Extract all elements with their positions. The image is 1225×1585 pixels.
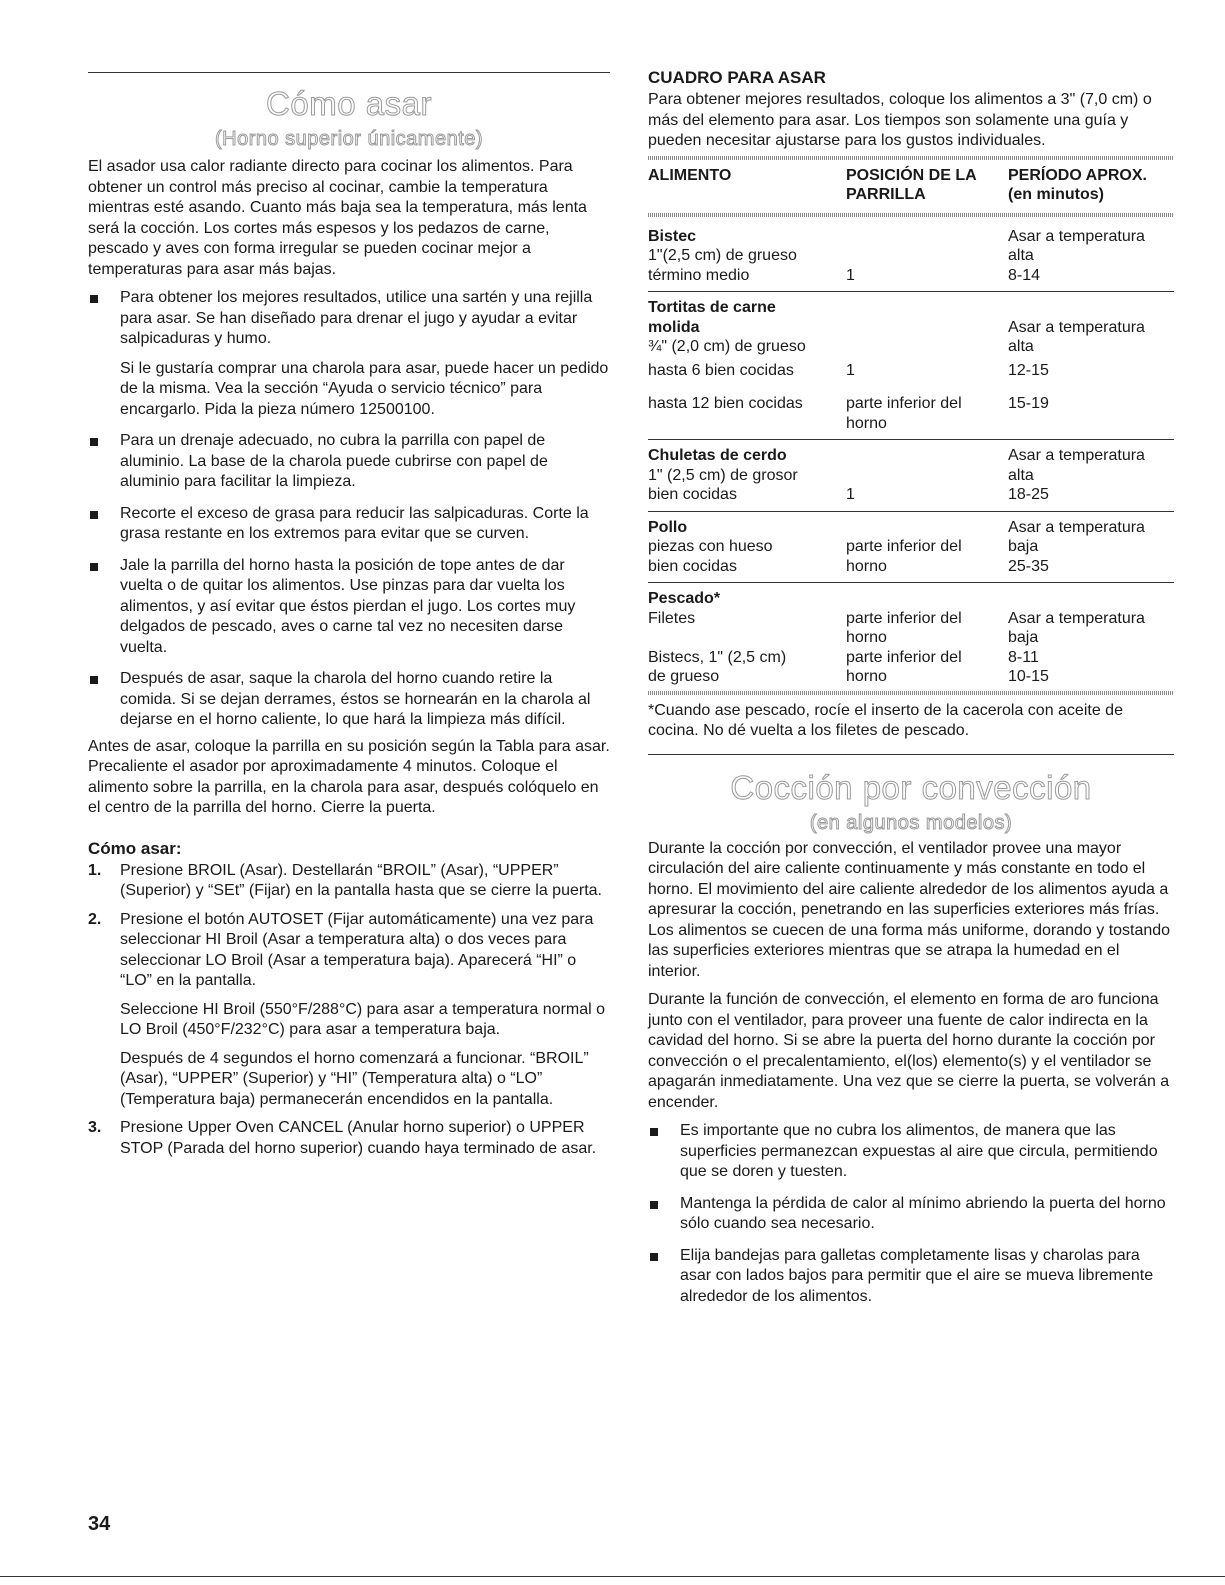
temp-text: Asar a temperatura bbox=[1008, 518, 1145, 536]
temp-text: alta bbox=[1008, 466, 1034, 484]
list-item: Mantenga la pérdida de calor al mínimo abriendo la puerta del horno sólo cuando sea necesario. bbox=[648, 1194, 1174, 1235]
cook-time: 18-25 bbox=[1008, 485, 1174, 511]
table-row bbox=[648, 557, 1174, 583]
table-header-row bbox=[648, 164, 1174, 209]
food-detail: hasta 12 bien cocidas bbox=[648, 395, 803, 412]
step-item bbox=[88, 861, 610, 902]
before-broil-paragraph: Antes de asar, coloque la parrilla en su posición según la Tabla para asar. Precaliente el asador por aproximadamente 4 minutos. Coloque el alimento sobre la parrilla, en la charola para asar, después colóquelo en el centro de la parrilla del horno. Cierre la puerta. bbox=[88, 737, 610, 816]
food-detail: hasta 6 bien cocidas bbox=[648, 361, 794, 379]
table-row bbox=[648, 318, 1174, 338]
temp-text: alta bbox=[1008, 247, 1034, 264]
food-detail: bien cocidas bbox=[648, 485, 846, 511]
cook-time: 8-11 bbox=[1008, 648, 1039, 666]
rack-position: 1 bbox=[846, 266, 1008, 292]
food-detail: de grueso bbox=[648, 668, 720, 685]
cook-time: 12-15 bbox=[1008, 361, 1049, 379]
dotted-divider bbox=[648, 691, 1174, 695]
food-name: Chuletas de cerdo bbox=[648, 447, 787, 464]
table-row bbox=[648, 246, 1174, 266]
rack-position: 1 bbox=[846, 361, 855, 379]
rack-position: horno bbox=[846, 557, 1008, 583]
table-row bbox=[648, 414, 1174, 440]
food-detail: 1" (2,5 cm) de grosor bbox=[648, 466, 798, 484]
intro-paragraph: El asador usa calor radiante directo para cocinar los alimentos. Para obtener un control más preciso al cocinar, cambie la temperatura mientras esté asando. Cuanto más baja sea la temperatura, más lenta será la cocción. Los cortes más espesos y los pedazos de carne, pescado y aves con forma irregular se pueden cocinar mejor a temperaturas para asar más bajas. bbox=[88, 158, 587, 278]
table-row bbox=[648, 485, 1174, 511]
list-item bbox=[88, 669, 610, 731]
step-item bbox=[88, 910, 610, 1111]
list-item bbox=[88, 556, 610, 659]
food-detail: Filetes bbox=[648, 609, 696, 627]
broil-steps-list bbox=[88, 861, 610, 1160]
broil-tips-list bbox=[88, 288, 610, 731]
food-detail: piezas con hueso bbox=[648, 538, 773, 555]
table-row bbox=[648, 337, 1174, 357]
table-row bbox=[648, 466, 1174, 486]
section-subtitle-broiling: (Horno superior únicamente) bbox=[214, 128, 484, 150]
cook-time: 8-14 bbox=[1008, 266, 1174, 292]
list-item bbox=[88, 504, 610, 545]
food-name: Pescado* bbox=[648, 590, 721, 607]
table-row bbox=[648, 667, 1174, 687]
table-row bbox=[648, 583, 1174, 609]
food-name: Pollo bbox=[648, 518, 688, 536]
broil-chart-title: CUADRO PARA ASAR bbox=[648, 68, 826, 87]
table-row bbox=[648, 511, 1174, 537]
table-row bbox=[648, 440, 1174, 466]
table-row bbox=[648, 609, 1174, 629]
table-footnote: *Cuando ase pescado, rocíe el inserto de la cacerola con aceite de cocina. No dé vuelta a los filetes de pescado. bbox=[648, 701, 1123, 739]
rack-position: horno bbox=[846, 668, 887, 685]
table-row bbox=[648, 357, 1174, 381]
food-name: Tortitas de carne bbox=[648, 299, 776, 316]
rack-position: parte inferior del bbox=[846, 609, 962, 627]
rack-position: horno bbox=[846, 629, 887, 646]
food-detail: Bistecs, 1" (2,5 cm) bbox=[648, 648, 787, 666]
step-text: Presione BROIL (Asar). Destellarán “BROIL” (Asar), “UPPER” (Superior) y “SEt” (Fijar) en la pantalla hasta que se cierre la puerta. bbox=[120, 861, 602, 899]
step-number: 1. bbox=[88, 861, 102, 879]
right-column bbox=[648, 60, 1174, 1318]
temp-text: baja bbox=[1008, 629, 1039, 646]
bottom-rule bbox=[0, 1576, 1225, 1577]
page-number: 34 bbox=[88, 1513, 111, 1535]
temp-text: baja bbox=[1008, 538, 1039, 555]
convection-tips-list bbox=[648, 1121, 1174, 1307]
step-subtext: Seleccione HI Broil (550°F/288°C) para asar a temperatura normal o LO Broil (450°F/232°C) para asar a temperatura baja. bbox=[120, 1000, 606, 1038]
table-row bbox=[648, 537, 1174, 557]
list-item: Elija bandejas para galletas completamente lisas y charolas para asar con lados bajos para permitir que el aire se mueva libremente alrededor de los alimentos. bbox=[648, 1246, 1174, 1308]
steps-heading: Cómo asar: bbox=[88, 838, 182, 858]
table-row bbox=[648, 221, 1174, 247]
rack-position: parte inferior del bbox=[846, 648, 962, 666]
top-rule bbox=[88, 72, 610, 73]
bullet-subtext: Si le gustaría comprar una charola para asar, puede hacer un pedido de la misma. Vea la sección “Ayuda o servicio técnico” para encargarlo. Pida la pieza número 12500100. bbox=[120, 359, 609, 418]
convection-paragraph: Durante la cocción por convección, el ventilador provee una mayor circulación del aire caliente continuamente y más constante en todo el horno. El movimiento del aire caliente alrededor de los alimentos ayuda a apresurar la cocción, penetrando en las superficies exteriores más frías. Los alimentos se cuecen de una forma más uniforme, dorando y tostando las superficies exteriores mientras que se atrapa la humedad en el interior. bbox=[648, 839, 1171, 980]
food-name: molida bbox=[648, 318, 700, 336]
step-text: Presione Upper Oven CANCEL (Anular horno superior) o UPPER STOP (Parada del horno superior) cuando haya terminado de asar. bbox=[120, 1119, 597, 1157]
list-item bbox=[88, 431, 610, 493]
bullet-text: Para obtener los mejores resultados, utilice una sartén y una rejilla para asar. Se han diseñado para drenar el jugo y ayudar a evitar salpicaduras y humo. bbox=[120, 289, 593, 347]
table-row bbox=[648, 266, 1174, 292]
temp-text: alta bbox=[1008, 338, 1034, 355]
food-detail: 1"(2,5 cm) de grueso bbox=[648, 247, 797, 264]
step-number: 3. bbox=[88, 1119, 102, 1136]
step-text: Presione el botón AUTOSET (Fijar automáticamente) una vez para seleccionar HI Broil (Asar a temperatura alta) o dos veces para seleccionar LO Broil (Asar a temperatura baja). Aparecerá “HI” o “LO” en la pantalla. bbox=[120, 910, 594, 989]
header-time: PERÍODO APROX. (en minutos) bbox=[1008, 166, 1147, 203]
rack-position: parte inferior del bbox=[846, 538, 962, 555]
section-rule bbox=[648, 754, 1174, 755]
convection-paragraph: Durante la función de convección, el elemento en forma de aro funciona junto con el ventilador, para proveer una fuente de calor indirecta en la cavidad del horno. Si se abre la puerta del horno durante la cocción por convección o el precalentamiento, el(los) elemento(s) y el ventilador se apagarán inmediatamente. Una vez que se cierre la puerta, se volverán a encender. bbox=[648, 991, 1170, 1111]
header-rack-position: POSICIÓN DE LA PARRILLA bbox=[846, 166, 977, 203]
food-detail: bien cocidas bbox=[648, 557, 846, 583]
rack-position: 1 bbox=[846, 485, 1008, 511]
food-detail: término medio bbox=[648, 266, 846, 292]
bullet-text: Recorte el exceso de grasa para reducir las salpicaduras. Corte la grasa restante en los extremos para evitar que se curven. bbox=[120, 504, 589, 542]
section-title-convection: Cocción por convección bbox=[730, 768, 1092, 806]
food-detail: ¾" (2,0 cm) de grueso bbox=[648, 338, 806, 355]
temp-text: Asar a temperatura bbox=[1008, 447, 1145, 464]
cook-time: 25-35 bbox=[1008, 557, 1174, 583]
rack-position: horno bbox=[846, 414, 1008, 440]
dotted-divider bbox=[648, 156, 1174, 160]
bullet-text: Después de asar, saque la charola del horno cuando retire la comida. Si se dejan derrames, éstos se hornearán en la charola al dejarse en el horno caliente, lo que hará la limpieza más difícil. bbox=[120, 670, 591, 728]
table-row bbox=[648, 380, 1174, 414]
step-number: 2. bbox=[88, 910, 102, 928]
temp-text: Asar a temperatura bbox=[1008, 318, 1145, 336]
temp-text: Asar a temperatura bbox=[1008, 609, 1145, 627]
rack-position: parte inferior del bbox=[846, 395, 962, 412]
bullet-text: Jale la parrilla del horno hasta la posición de tope antes de dar vuelta o de quitar los alimentos. Use pinzas para dar vuelta los alimentos, y así evitar que éstos pierdan el jugo. Los cortes muy delgados de pescado, aves o carne tal vez no necesiten darse vuelta. bbox=[120, 556, 576, 656]
cook-time: 15-19 bbox=[1008, 395, 1049, 412]
table-row bbox=[648, 628, 1174, 648]
section-subtitle-convection: (en algunos modelos) bbox=[809, 811, 1013, 834]
step-subtext: Después de 4 segundos el horno comenzará a funcionar. “BROIL” (Asar), “UPPER” (Superior) y “HI” (Temperatura alta) o “LO” (Temperatura baja) permanecerán encendidos en la pantalla. bbox=[120, 1049, 589, 1108]
table-row bbox=[648, 292, 1174, 318]
section-title-broiling: Cómo asar bbox=[266, 85, 432, 122]
broil-chart-table bbox=[648, 164, 1174, 687]
broil-chart-intro: Para obtener mejores resultados, coloque los alimentos a 3" (7,0 cm) o más del elemento para asar. Los tiempos son solamente una guía y pueden necesitar ajustarse para los gustos individuales. bbox=[648, 91, 1152, 149]
bullet-text: Para un drenaje adecuado, no cubra la parrilla con papel de aluminio. La base de la charola puede cubrirse con papel de aluminio para facilitar la limpieza. bbox=[120, 432, 548, 490]
cook-time: 10-15 bbox=[1008, 668, 1049, 685]
list-item: Es importante que no cubra los alimentos, de manera que las superficies permanezcan expuestas al aire que circula, permitiendo que se doren y tuesten. bbox=[648, 1121, 1174, 1183]
header-food: ALIMENTO bbox=[648, 166, 732, 184]
food-name: Bistec bbox=[648, 227, 697, 245]
temp-text: Asar a temperatura bbox=[1008, 227, 1145, 245]
left-column bbox=[88, 60, 610, 1167]
list-item bbox=[88, 288, 610, 420]
table-row bbox=[648, 648, 1174, 668]
dotted-divider bbox=[648, 213, 1174, 217]
step-item bbox=[88, 1118, 610, 1159]
